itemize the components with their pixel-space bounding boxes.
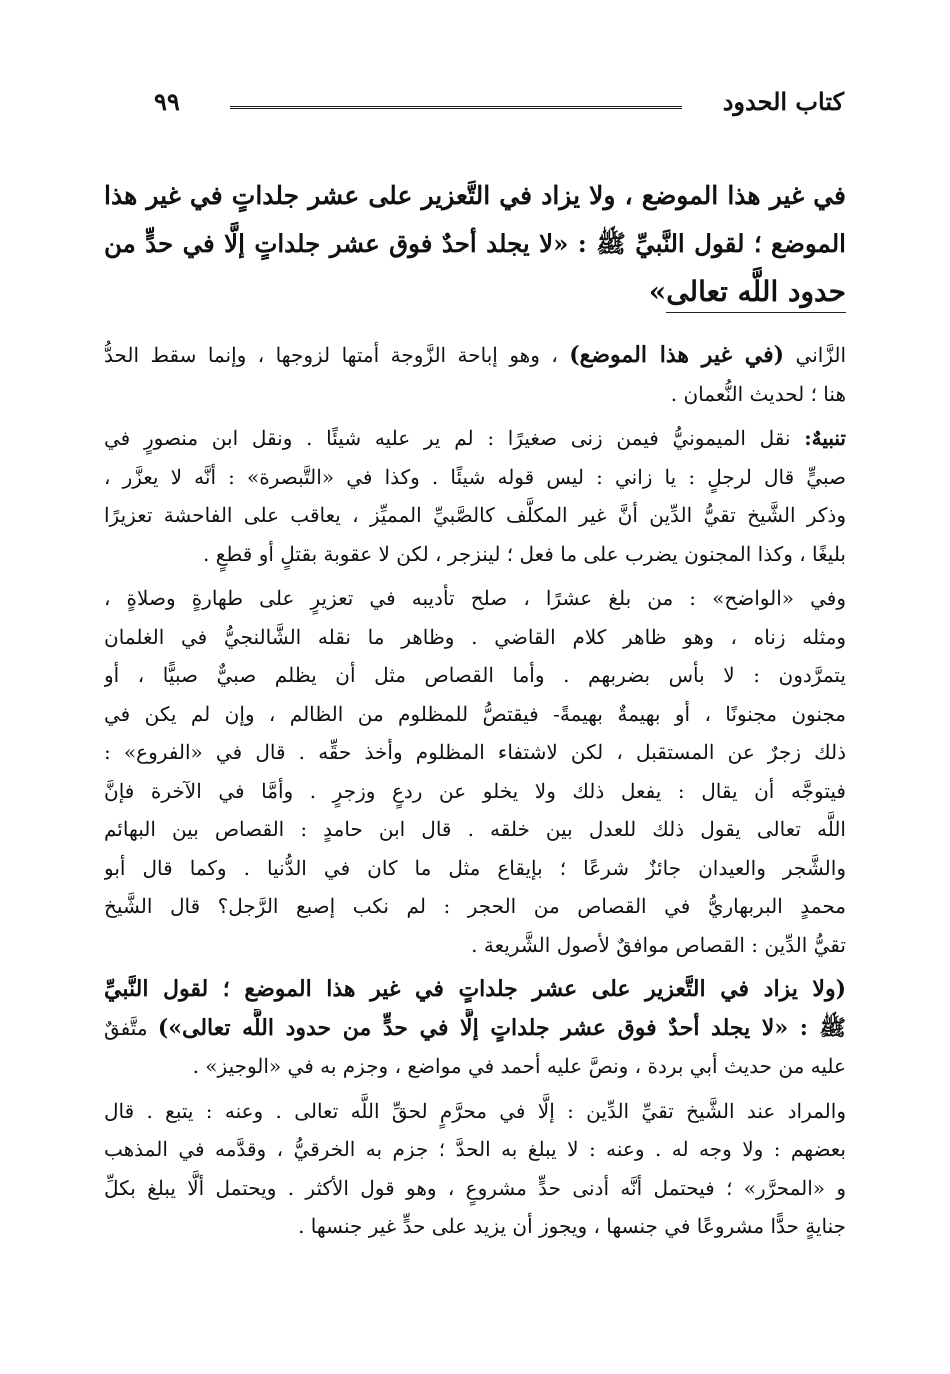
- text-fragment: نقل الميمونيُّ فيمن زنى صغيرًا : لم ير عليه شيئًا . ونقل ابن منصورٍ في: [104, 426, 791, 450]
- paragraph-line: ومثله زناه ، وهو ظاهر كلام القاضي . وظاهر ما نقله الشَّالنجيُّ في الغلمان: [104, 624, 846, 649]
- matn-separator: [666, 312, 846, 313]
- paragraph-line: بليغًا ، وكذا المجنون يضرب على ما فعل ؛ لينزجر ، لكن لا عقوبة بقتلٍ أو قطعٍ .: [203, 541, 846, 566]
- quoted-matn: (في غير هذا الموضع): [569, 342, 785, 368]
- paragraph-4: [104, 970, 846, 1086]
- matn-line: حدود اللَّه تعالى»: [648, 275, 846, 308]
- paragraph-line: مجنون مجنونًا ، أو بهيمةٌ بهيمةً- فيقتصُّ للمظلوم من الظالم ، وإن لم يكن في: [104, 701, 846, 726]
- paragraph-line: محمدٍ البربهاريُّ في القصاص من الحجر : لم نكب إصبع الرَّجل؟ قال الشَّيخ: [104, 894, 846, 918]
- note-label: تنبيهٌ:: [804, 426, 846, 450]
- paragraph-3: [104, 579, 846, 964]
- paragraph-line: والشَّجر والعيدان جائزٌ شرعًا ؛ بإيقاع مثل ما كان في الدُّنيا . وكما قال أبو: [104, 855, 846, 880]
- paragraph-line: [104, 419, 846, 458]
- paragraph-line: والمراد عند الشَّيخ تقيِّ الدِّين : إلَّا في محرَّمٍ لحقِّ اللَّه تعالى . وعنه : يتبع . قال: [104, 1098, 846, 1123]
- paragraph-line: هنا ؛ لحديث النُّعمان .: [670, 381, 846, 406]
- matn-text: [104, 172, 846, 316]
- paragraph-line: فيتوجَّه أن يقال : يفعل ذلك ولا يخلو عن ردعٍ وزجرٍ . وأمَّا في الآخرة فإنَّ: [104, 778, 846, 803]
- text-fragment: متَّفقٌ: [104, 1015, 148, 1040]
- paragraph-line: [104, 336, 846, 375]
- paragraph-line: وذكر الشَّيخ تقيُّ الدِّين أنَّ غير المكلَّف كالصَّبيِّ المميِّز ، يعاقب على الفاحشة تعزيرًا: [104, 503, 846, 527]
- paragraph-line: بعضهم : ولا وجه له . وعنه : لا يبلغ به الحدَّ ؛ جزم به الخرقيُّ ، وقدَّمه في المذهب: [104, 1137, 846, 1161]
- paragraph-line: تقيُّ الدِّين : القصاص موافقٌ لأصول الشَّريعة .: [471, 932, 846, 957]
- paragraph-line: و «المحرَّر» ؛ فيحتمل أنَّه أدنى حدٍّ مشروعٍ ، وهو قول الأكثر . ويحتمل ألَّا يبلغ بكلِّ: [104, 1175, 846, 1200]
- paragraph-5: [104, 1092, 846, 1246]
- matn-line: في غير هذا الموضع ، ولا يزاد في التَّعزير على عشر جلداتٍ في غير هذا: [104, 181, 846, 210]
- running-header: [132, 84, 844, 120]
- paragraph-line: جنايةٍ حدًّا مشروعًا في جنسها ، ويجوز أن يزيد على حدٍّ غير جنسها .: [298, 1214, 846, 1238]
- page-number: ٩٩: [154, 87, 180, 116]
- paragraph-line: ذلك زجرٌ عن المستقبل ، لكن لاشتفاء المظلوم وأخذ حقِّه . قال في «الفروع» :: [104, 740, 846, 764]
- paragraph-line: عليه من حديث أبي بردة ، ونصَّ عليه أحمد في مواضع ، وجزم به في «الوجيز» .: [192, 1054, 846, 1078]
- paragraph-line: صبيٍّ قال لرجلٍ : يا زاني : ليس قوله شيئًا . وكذا في «التَّبصرة» : أنَّه لا يعزَّر ،: [104, 464, 846, 489]
- header-rule: [230, 106, 682, 109]
- paragraph-line: [104, 1009, 846, 1048]
- commentary: [104, 336, 846, 1252]
- matn-line: الموضع ؛ لقول النَّبيِّ ﷺ : «لا يجلد أحدٌ فوق عشر جلداتٍ إلَّا في حدٍّ من: [104, 229, 846, 258]
- quoted-matn: ﷺ : «لا يجلد أحدٌ فوق عشر جلداتٍ إلَّا في حدٍّ من حدود اللَّه تعالى»): [157, 1014, 846, 1041]
- paragraph-line: اللَّه تعالى يقول ذلك للعدل بين خلقه . قال ابن حامدٍ : القصاص بين البهائم: [104, 817, 846, 841]
- running-title: كتاب الحدود: [722, 87, 844, 116]
- text-fragment: الزَّاني: [795, 343, 846, 367]
- paragraph-line: وفي «الواضح» : من بلغ عشرًا ، صلح تأديبه في تعزيرٍ على طهارةٍ وصلاةٍ ،: [104, 586, 846, 610]
- paragraph-line: يتمرَّدون : لا بأس بضربهم . وأما القصاص مثل أن يظلم صبيٌّ صبيًّا ، أو: [104, 663, 846, 687]
- paragraph-2: [104, 419, 846, 573]
- quoted-matn: (ولا يزاد في التَّعزير على عشر جلداتٍ في غير هذا الموضع ؛ لقول النَّبيِّ: [104, 976, 846, 1002]
- text-fragment: ، وهو إباحة الزَّوجة أمتها لزوجها ، وإنما سقط الحدُّ: [104, 343, 558, 367]
- paragraph-1: [104, 336, 846, 413]
